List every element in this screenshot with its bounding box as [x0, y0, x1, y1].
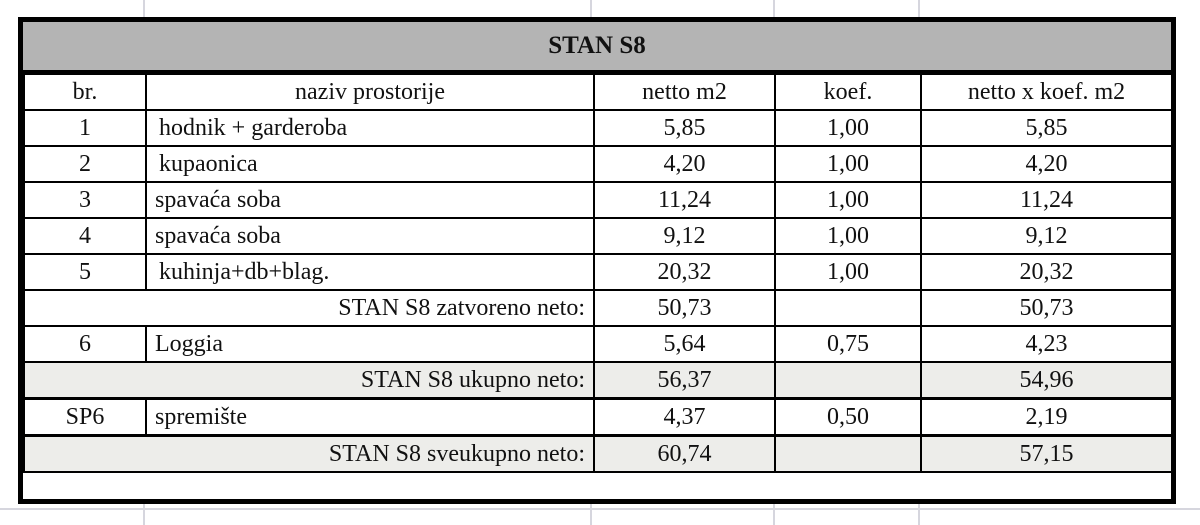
header-netto-koef: netto x koef. m2: [921, 74, 1172, 110]
sveukupno-netto: 60,74: [594, 436, 775, 473]
row-netto-koef: 11,24: [921, 182, 1172, 218]
header-br: br.: [24, 74, 146, 110]
sveukupno-netto-koef: 57,15: [921, 436, 1172, 473]
row-br: SP6: [24, 399, 146, 436]
row-br: 1: [24, 110, 146, 146]
row-naziv: kupaonica: [146, 146, 594, 182]
row-netto: 5,85: [594, 110, 775, 146]
zatvoreno-netto-koef: 50,73: [921, 290, 1172, 326]
row-netto: 4,37: [594, 399, 775, 436]
row-naziv: kuhinja+db+blag.: [146, 254, 594, 290]
ukupno-netto: 56,37: [594, 362, 775, 399]
ukupno-label: STAN S8 ukupno neto:: [24, 362, 594, 399]
row-netto-koef: 2,19: [921, 399, 1172, 436]
zatvoreno-label: STAN S8 zatvoreno neto:: [24, 290, 594, 326]
row-naziv: Loggia: [146, 326, 594, 362]
row-br: 5: [24, 254, 146, 290]
row-netto: 20,32: [594, 254, 775, 290]
subtotal-zatvoreno-row: [24, 290, 1172, 326]
row-br: 6: [24, 326, 146, 362]
area-table: [18, 17, 1176, 504]
row-koef: 1,00: [775, 110, 921, 146]
row-br: 4: [24, 218, 146, 254]
subtotal-ukupno-row: [24, 362, 1172, 399]
row-netto-koef: 4,20: [921, 146, 1172, 182]
table-row: [24, 110, 1172, 146]
rooms-table: [23, 73, 1173, 473]
row-netto-koef: 5,85: [921, 110, 1172, 146]
row-koef: 1,00: [775, 182, 921, 218]
row-netto-koef: 9,12: [921, 218, 1172, 254]
row-naziv: spremište: [146, 399, 594, 436]
row-netto: 5,64: [594, 326, 775, 362]
row-netto-koef: 20,32: [921, 254, 1172, 290]
row-netto: 4,20: [594, 146, 775, 182]
table-row: [24, 254, 1172, 290]
total-sveukupno-row: [24, 436, 1172, 473]
header-naziv: naziv prostorije: [146, 74, 594, 110]
table-row: [24, 399, 1172, 436]
header-row: [24, 74, 1172, 110]
row-naziv: spavaća soba: [146, 182, 594, 218]
row-netto: 9,12: [594, 218, 775, 254]
row-netto-koef: 4,23: [921, 326, 1172, 362]
table-title: STAN S8: [23, 22, 1171, 73]
row-naziv: spavaća soba: [146, 218, 594, 254]
table-row: [24, 326, 1172, 362]
row-br: 2: [24, 146, 146, 182]
row-koef: 1,00: [775, 218, 921, 254]
table-row: [24, 218, 1172, 254]
row-netto: 11,24: [594, 182, 775, 218]
sveukupno-label: STAN S8 sveukupno neto:: [24, 436, 594, 473]
row-br: 3: [24, 182, 146, 218]
header-koef: koef.: [775, 74, 921, 110]
ukupno-netto-koef: 54,96: [921, 362, 1172, 399]
zatvoreno-koef-empty: [775, 290, 921, 326]
row-koef: 0,50: [775, 399, 921, 436]
row-koef: 1,00: [775, 254, 921, 290]
row-koef: 1,00: [775, 146, 921, 182]
table-row: [24, 182, 1172, 218]
header-netto: netto m2: [594, 74, 775, 110]
ukupno-koef-empty: [775, 362, 921, 399]
table-row: [24, 146, 1172, 182]
sveukupno-koef-empty: [775, 436, 921, 473]
row-koef: 0,75: [775, 326, 921, 362]
zatvoreno-netto: 50,73: [594, 290, 775, 326]
row-naziv: hodnik + garderoba: [146, 110, 594, 146]
